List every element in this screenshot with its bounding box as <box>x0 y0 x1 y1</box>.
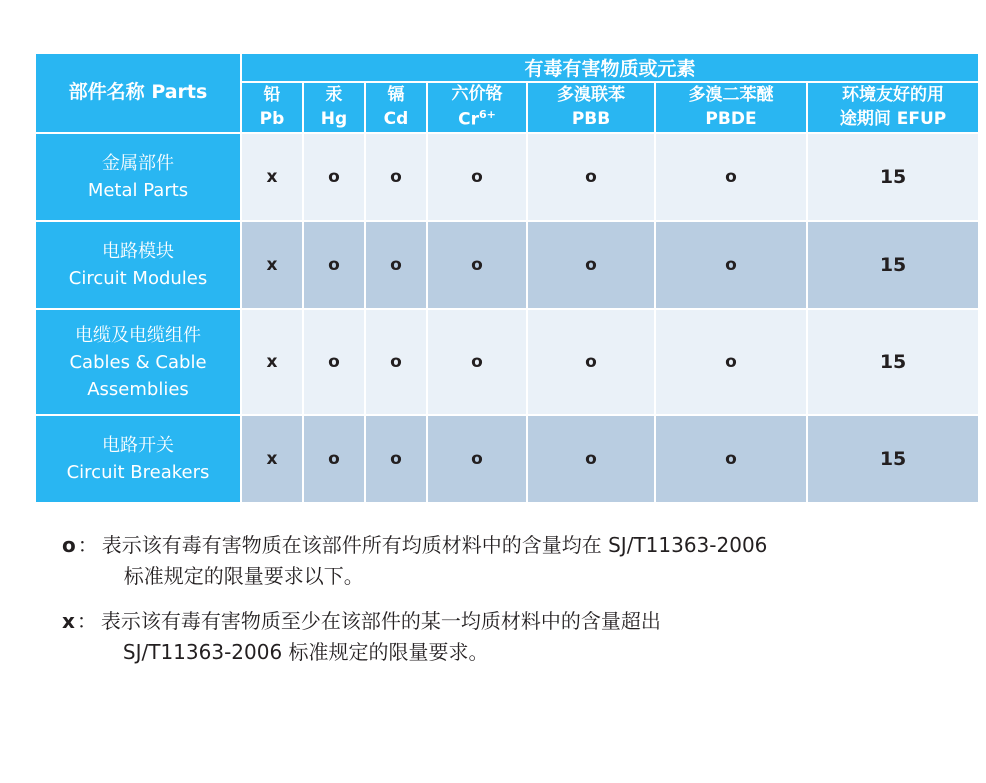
header-substance-cd-cn: 镉 <box>387 84 405 105</box>
row-label-cn: 电路模块 <box>102 241 174 263</box>
note-o-symbol: o <box>62 533 76 558</box>
note-o <box>62 530 986 592</box>
cell-efup: 15 <box>807 221 979 309</box>
cell-pb: x <box>241 415 303 503</box>
table-header-row-1 <box>35 53 979 82</box>
row-label-circuit-breakers <box>35 415 241 503</box>
header-parts-cn: 部件名称 <box>68 81 145 104</box>
row-label-metal-parts <box>35 133 241 221</box>
row-label-cables <box>35 309 241 415</box>
row-label-cn: 金属部件 <box>102 153 174 175</box>
note-x-line2: SJ/T11363-2006 标准规定的限量要求。 <box>122 640 489 665</box>
cell-efup: 15 <box>807 309 979 415</box>
cell-pbb: o <box>527 133 655 221</box>
cell-pbb: o <box>527 309 655 415</box>
table-row <box>35 221 979 309</box>
cell-cr6: o <box>427 133 527 221</box>
cell-hg: o <box>303 221 365 309</box>
note-o-line2: 标准规定的限量要求以下。 <box>123 564 364 589</box>
cell-pbde: o <box>655 133 807 221</box>
header-substance-cr6-symbol: Cr <box>458 109 479 130</box>
header-substance-cr6-cn: 六价铬 <box>451 84 503 104</box>
header-substance-pb-en: Pb <box>259 108 285 129</box>
header-substance-hg-cn: 汞 <box>325 84 343 105</box>
row-label-en: Cables & Cable <box>69 351 207 373</box>
header-substance-pbb <box>527 82 655 133</box>
note-x-colon: ： <box>76 609 97 634</box>
cell-pbde: o <box>655 309 807 415</box>
row-label-en: Circuit Breakers <box>66 462 210 484</box>
cell-efup: 15 <box>807 133 979 221</box>
note-x-line1: 表示该有毒有害物质至少在该部件的某一均质材料中的含量超出 <box>100 609 661 634</box>
hazardous-substances-table <box>34 52 980 504</box>
note-x-text <box>101 606 986 668</box>
cell-hg: o <box>303 309 365 415</box>
cell-cr6: o <box>427 221 527 309</box>
header-substance-cr6-en <box>428 107 526 132</box>
cell-hg: o <box>303 415 365 503</box>
cell-cd: o <box>365 133 427 221</box>
table-row <box>35 309 979 415</box>
cell-pb: x <box>241 221 303 309</box>
note-o-text <box>102 530 986 592</box>
cell-cr6: o <box>427 309 527 415</box>
cell-hg: o <box>303 133 365 221</box>
table-row <box>35 133 979 221</box>
row-label-circuit-modules <box>35 221 241 309</box>
cell-efup: 15 <box>807 415 979 503</box>
legend-notes <box>62 530 986 668</box>
note-o-line1: 表示该有毒有害物质在该部件所有均质材料中的含量均在 SJ/T11363-2006 <box>101 533 768 558</box>
header-substance-hg <box>303 82 365 133</box>
note-x-symbol: x <box>62 609 75 634</box>
cell-cr6: o <box>427 415 527 503</box>
header-efup-line1: 环境友好的用 <box>842 84 945 105</box>
header-efup <box>807 82 979 133</box>
header-substance-cd-en: Cd <box>383 108 409 129</box>
header-substance-pbde-cn: 多溴二苯醚 <box>688 84 774 105</box>
header-substance-hg-en: Hg <box>320 108 348 129</box>
row-label-en-line2: Assemblies <box>87 378 189 400</box>
header-parts-en: Parts <box>151 81 208 104</box>
row-label-en: Metal Parts <box>87 180 189 202</box>
cell-cd: o <box>365 415 427 503</box>
row-label-cn: 电路开关 <box>102 435 174 457</box>
cell-pbb: o <box>527 415 655 503</box>
header-substance-pbde-en: PBDE <box>705 108 757 129</box>
header-substance-cd <box>365 82 427 133</box>
header-substance-pbde <box>655 82 807 133</box>
header-substance-pbb-en: PBB <box>571 108 611 129</box>
row-label-cn: 电缆及电缆组件 <box>75 324 201 346</box>
cell-cd: o <box>365 221 427 309</box>
header-substance-pb <box>241 82 303 133</box>
note-x <box>62 606 986 668</box>
header-substance-cr6-sup: 6+ <box>479 107 496 121</box>
cell-pbde: o <box>655 415 807 503</box>
cell-pbb: o <box>527 221 655 309</box>
row-label-en: Circuit Modules <box>68 268 208 290</box>
cell-pbde: o <box>655 221 807 309</box>
header-substance-cr6 <box>427 82 527 133</box>
header-efup-line2: 途期间 EFUP <box>839 108 947 129</box>
header-group-title: 有毒有害物质或元素 <box>241 53 979 82</box>
cell-pb: x <box>241 309 303 415</box>
cell-cd: o <box>365 309 427 415</box>
header-substance-pb-cn: 铅 <box>263 84 281 105</box>
header-substance-pbb-cn: 多溴联苯 <box>557 84 625 105</box>
header-parts-cell <box>35 53 241 133</box>
note-o-colon: ： <box>77 533 98 558</box>
table-row <box>35 415 979 503</box>
cell-pb: x <box>241 133 303 221</box>
